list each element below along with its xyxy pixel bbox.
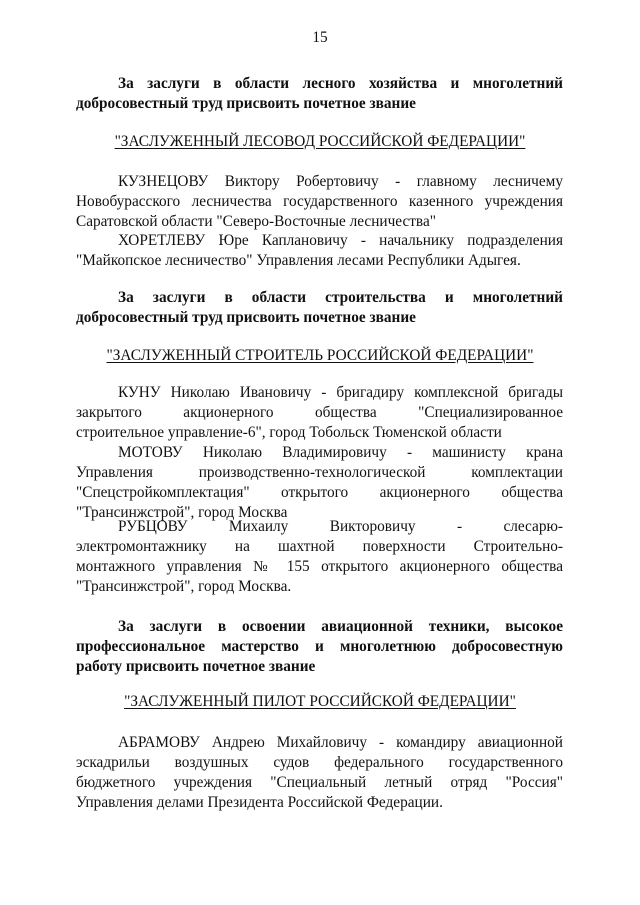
- intro-line: работу присвоить почетное звание: [76, 658, 316, 675]
- awardee-line: электромонтажнику на шахтной поверхности Строительно-: [76, 538, 563, 555]
- awardee-line: КУНУ Николаю Ивановичу - бригадиру комплексной бригады: [118, 384, 563, 401]
- forestry-award-intro: [76, 74, 563, 114]
- construction-award-title: "ЗАСЛУЖЕННЫЙ СТРОИТЕЛЬ РОССИЙСКОЙ ФЕДЕРАЦИИ": [106, 347, 534, 364]
- awardee-line: Управления делами Президента Российской Федерации.: [76, 794, 443, 811]
- aviation-award-title: "ЗАСЛУЖЕННЫЙ ПИЛОТ РОССИЙСКОЙ ФЕДЕРАЦИИ": [124, 693, 516, 710]
- awardee-line: КУЗНЕЦОВУ Виктору Робертовичу - главному лесничему: [118, 173, 563, 190]
- page-number: 15: [312, 29, 328, 46]
- awardee-kun: [76, 383, 563, 443]
- awardee-abramov: [76, 733, 563, 813]
- awardee-line: "Спецстройкомплектация" открытого акционерного общества: [76, 484, 563, 501]
- awardee-line: монтажного управления № 155 открытого акционерного общества: [76, 558, 563, 575]
- awardee-kuznetsov: [76, 172, 563, 232]
- awardee-khoretlev: [76, 231, 563, 271]
- intro-line: За заслуги в области лесного хозяйства и многолетний: [118, 75, 563, 92]
- awardee-line: ХОРЕТЛЕВУ Юре Каплановичу - начальнику подразделения: [118, 232, 563, 249]
- awardee-line: АБРАМОВУ Андрею Михайловичу - командиру авиационной: [118, 734, 563, 751]
- awardee-line: строительное управление-6", город Тобольск Тюменской области: [76, 424, 502, 441]
- intro-line: добросовестный труд присвоить почетное звание: [76, 309, 416, 326]
- construction-award-intro: [76, 288, 563, 328]
- awardee-line: бюджетного учреждения "Специальный летный отряд "Россия": [76, 774, 563, 791]
- intro-line: За заслуги в освоении авиационной техники, высокое: [118, 618, 563, 635]
- aviation-award-intro: [76, 617, 563, 677]
- intro-line: профессиональное мастерство и многолетнюю добросовестную: [76, 638, 563, 655]
- awardee-line: закрытого акционерного общества "Специализированное: [76, 404, 563, 421]
- awardee-motov: [76, 443, 563, 523]
- awardee-line: Управления производственно-технологической комплектации: [76, 464, 563, 481]
- awardee-line: эскадрильи воздушных судов федерального государственного: [76, 754, 563, 771]
- awardee-line: "Майкопское лесничество" Управления лесами Республики Адыгея.: [76, 252, 521, 269]
- awardee-line: "Трансинжстрой", город Москва: [76, 504, 288, 521]
- awardee-line: Новобурасского лесничества государственного казенного учреждения: [76, 193, 563, 210]
- intro-line: За заслуги в области строительства и многолетний: [118, 289, 563, 306]
- awardee-rubtsov: [76, 517, 563, 597]
- intro-line: добросовестный труд присвоить почетное звание: [76, 95, 416, 112]
- awardee-line: Саратовской области "Северо-Восточные лесничества": [76, 213, 436, 230]
- awardee-line: РУБЦОВУ Михаилу Викторовичу - слесарю-: [118, 518, 563, 535]
- awardee-line: МОТОВУ Николаю Владимировичу - машинисту крана: [118, 444, 563, 461]
- awardee-line: "Трансинжстрой", город Москва.: [76, 578, 292, 595]
- forestry-award-title: "ЗАСЛУЖЕННЫЙ ЛЕСОВОД РОССИЙСКОЙ ФЕДЕРАЦИИ": [114, 133, 526, 150]
